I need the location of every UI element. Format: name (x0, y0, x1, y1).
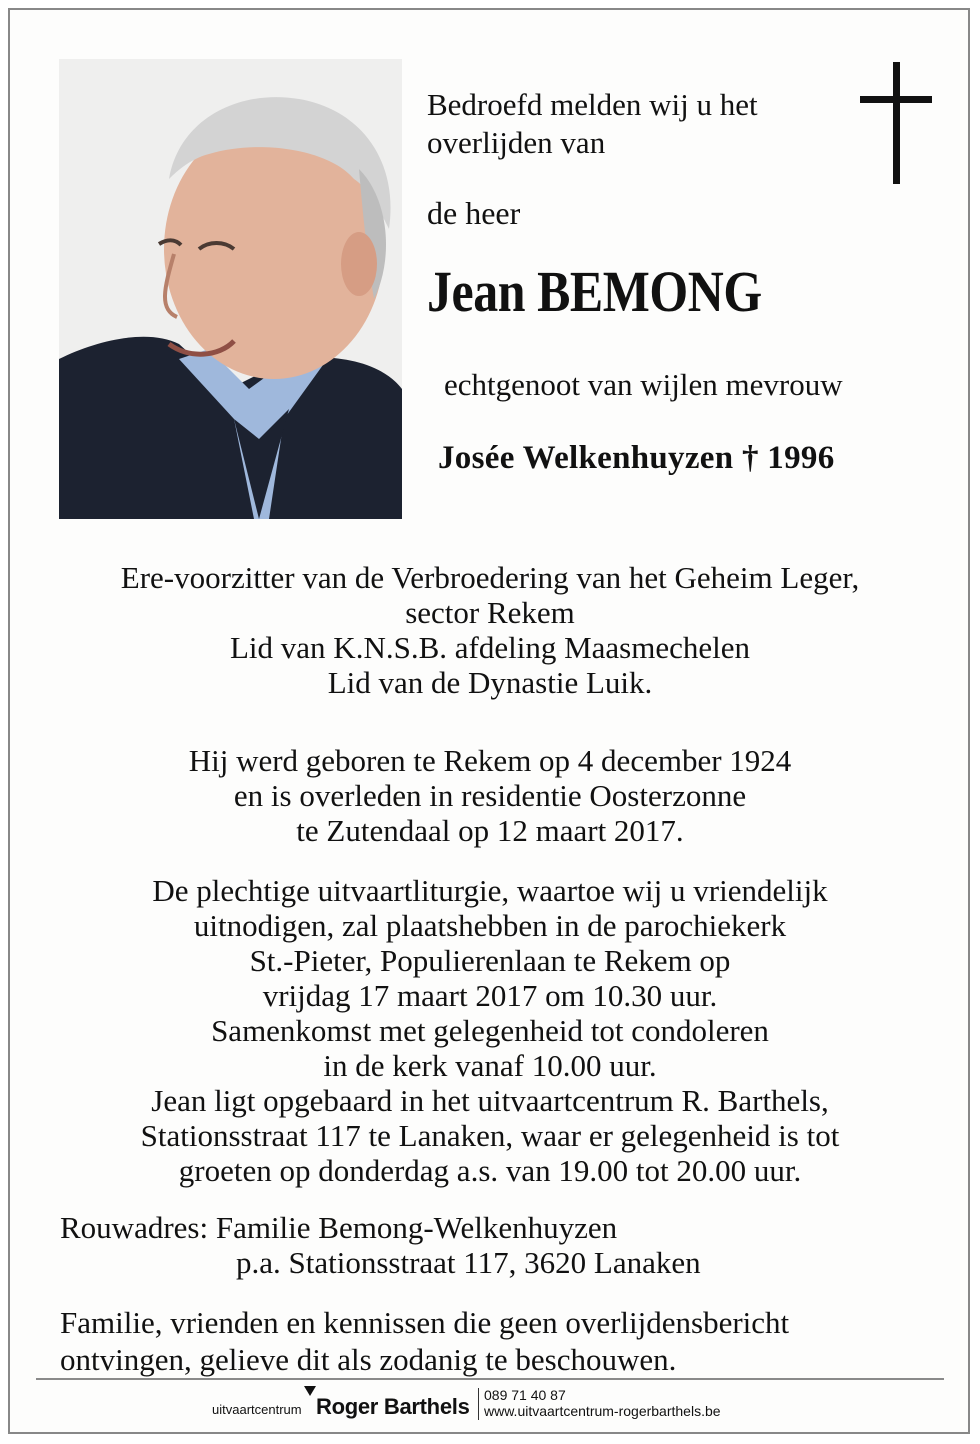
spouse-name: Josée Welkenhuyzen † 1996 (438, 440, 835, 476)
cross-icon (860, 62, 932, 184)
footer-divider (36, 1378, 944, 1380)
mourning-address-line2: p.a. Stationsstraat 117, 3620 Lanaken (236, 1245, 701, 1280)
spouse-label: echtgenoot van wijlen mevrouw (444, 367, 843, 402)
intro-text: Bedroefd melden wij u het overlijden van (427, 87, 758, 160)
mourning-address-line1: Rouwadres: Familie Bemong-Welkenhuyzen (60, 1210, 618, 1245)
life-dates: Hij werd geboren te Rekem op 4 december 1924 en is overleden in residentie Oosterzonne te Zutendaal op 12 maart 2017. (188, 743, 792, 848)
deceased-name: Jean BEMONG (427, 259, 762, 324)
memberships: Ere-voorzitter van de Verbroedering van het Geheim Leger, sector Rekem Lid van K.N.S.B. afdeling Maasmechelen Lid van de Dynastie Luik. (120, 560, 860, 700)
footer-prefix: uitvaartcentrum (212, 1402, 302, 1417)
closing-note: Familie, vrienden en kennissen die geen overlijdensbericht ontvingen, gelieve dit als zodanig te beschouwen. (60, 1305, 790, 1377)
footer-separator (478, 1388, 479, 1420)
funeral-details: De plechtige uitvaartliturgie, waartoe wij u vriendelijk uitnodigen, zal plaatshebben in de parochiekerk St.-Pieter, Populierenlaan te Rekem op vrijdag 17 maart 2017 om 10.30 uur. Samenkomst met gelegenheid tot condoleren in de kerk vanaf 10.00 uur. Jean ligt opgebaard in het uitvaartcentrum R. Barthels, Stationsstraat 117 te Lanaken, waar er gelegenheid is tot groeten op donderdag a.s. van 19.00 tot 20.00 uur. (140, 873, 840, 1188)
portrait-photo (59, 59, 402, 519)
triangle-icon (304, 1386, 316, 1396)
title-text: de heer (427, 195, 521, 231)
footer-website[interactable]: www.uitvaartcentrum-rogerbarthels.be (484, 1403, 721, 1419)
footer-brand: Roger Barthels (316, 1394, 470, 1419)
footer-phone: 089 71 40 87 (484, 1387, 566, 1403)
